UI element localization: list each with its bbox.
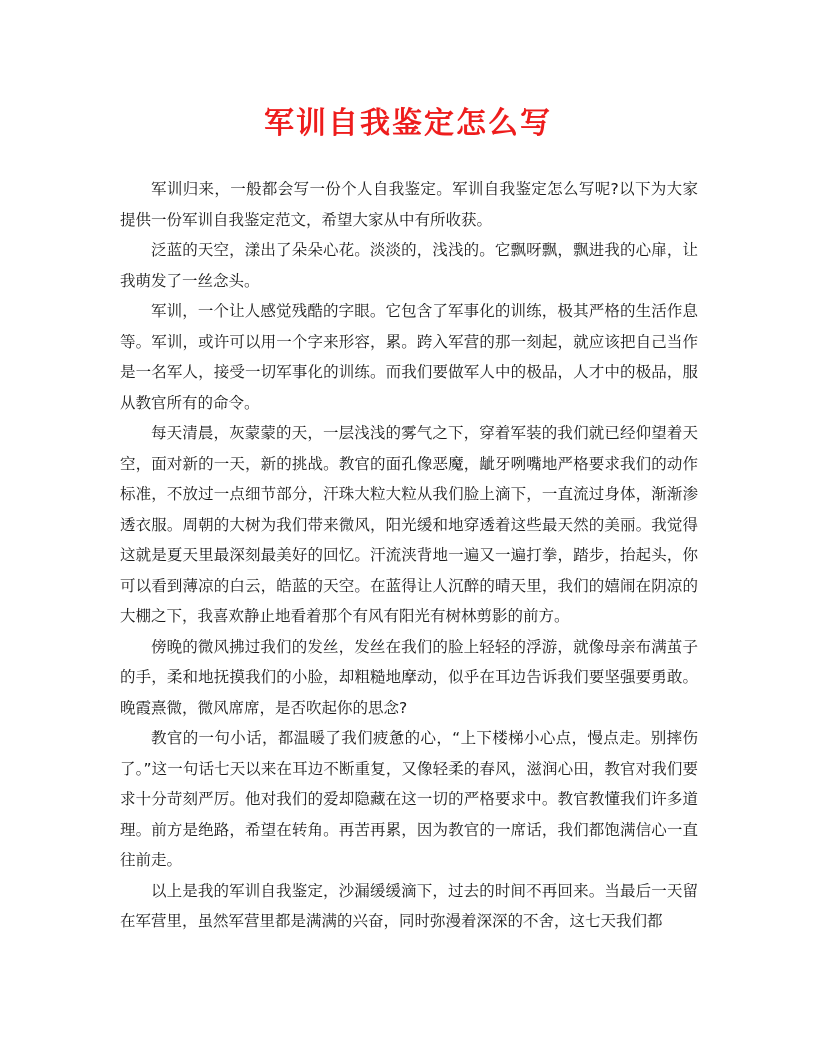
paragraph: 以上是我的军训自我鉴定，沙漏缓缓滴下，过去的时间不再回来。当最后一天留在军营里，虽然军营里都是满满的兴奋，同时弥漫着深深的不舍，这七天我们都 bbox=[120, 881, 698, 930]
document-body bbox=[120, 174, 698, 937]
paragraph: 军训归来，一般都会写一份个人自我鉴定。军训自我鉴定怎么写呢?以下为大家提供一份军训自我鉴定范文，希望大家从中有所收获。 bbox=[120, 180, 698, 229]
paragraph: 傍晚的微风拂过我们的发丝，发丝在我们的脸上轻轻的浮游，就像母亲布满茧子的手，柔和地抚摸我们的小脸，却粗糙地摩动，似乎在耳边告诉我们要坚强要勇敢。晚霞熹微，微风席席，是否吹起你的思念? bbox=[120, 637, 698, 717]
document-title: 军训自我鉴定怎么写 bbox=[264, 106, 552, 141]
paragraph: 泛蓝的天空，漾出了朵朵心花。淡淡的，浅浅的。它飘呀飘，飘进我的心扉，让我萌发了一丝念头。 bbox=[120, 241, 698, 290]
paragraph: 军训，一个让人感觉残酷的字眼。它包含了军事化的训练，极其严格的生活作息等。军训，或许可以用一个字来形容，累。跨入军营的那一刻起，就应该把自己当作是一名军人，接受一切军事化的训练。而我们要做军人中的极品，人才中的极品，服从教官所有的命令。 bbox=[120, 302, 698, 412]
paragraph: 每天清晨，灰蒙蒙的天，一层浅浅的雾气之下，穿着军装的我们就已经仰望着天空，面对新的一天，新的挑战。教官的面孔像恶魔，龇牙咧嘴地严格要求我们的动作标准，不放过一点细节部分，汗珠大粒大粒从我们脸上滴下，一直流过身体，渐渐渗透衣服。周朝的大树为我们带来微风，阳光缓和地穿透着这些最天然的美丽。我觉得这就是夏天里最深刻最美好的回忆。汗流浃背地一遍又一遍打拳，踏步，抬起头，你可以看到薄凉的白云，皓蓝的天空。在蓝得让人沉醉的晴天里，我们的嬉闹在阴凉的大棚之下，我喜欢静止地看着那个有风有阳光有树林剪影的前方。 bbox=[120, 424, 698, 625]
paragraph: 教官的一句小话，都温暖了我们疲惫的心，“上下楼梯小心点，慢点走。别摔伤了。”这一句话七天以来在耳边不断重复，又像轻柔的春风，滋润心田，教官对我们要求十分苛刻严厉。他对我们的爱却隐藏在这一切的严格要求中。教官教懂我们许多道理。前方是绝路，希望在转角。再苦再累，因为教官的一席话，我们都饱满信心一直往前走。 bbox=[120, 729, 698, 869]
